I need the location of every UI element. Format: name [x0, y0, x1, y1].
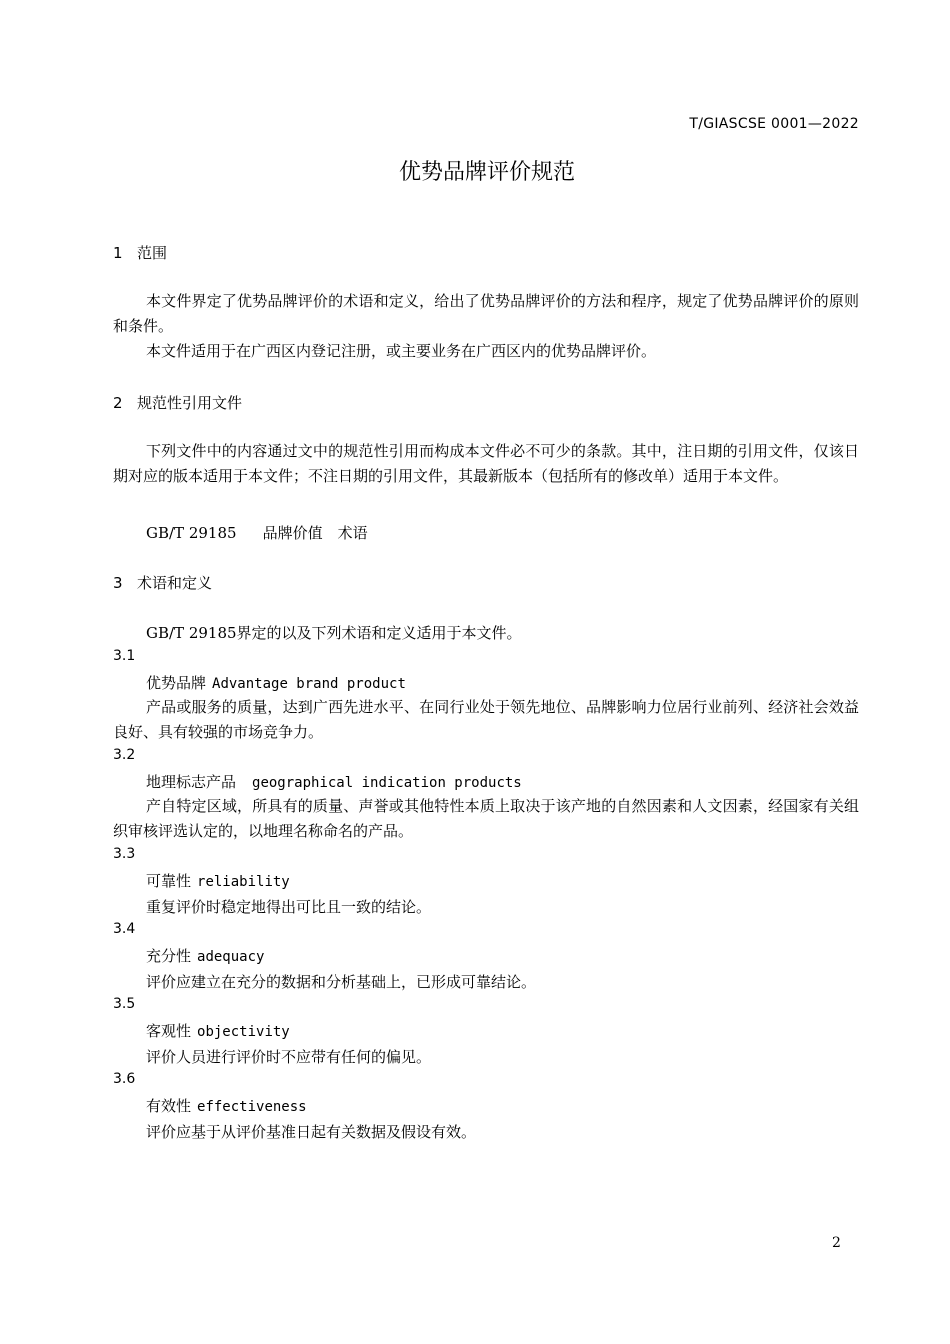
- term-cn: 地理标志产品: [146, 773, 237, 791]
- term-entry: [146, 1020, 290, 1041]
- term-cn: 客观性: [146, 1022, 192, 1040]
- reference-code: GB/T 29185: [146, 524, 237, 542]
- section-title: 范围: [137, 244, 168, 262]
- term-entry: [146, 1095, 307, 1116]
- clause-number: 3.3: [113, 846, 136, 862]
- page-title: 优势品牌评价规范: [398, 160, 575, 185]
- term-cn: 充分性: [146, 947, 192, 965]
- clause-number: 3.1: [113, 648, 136, 664]
- term-en: reliability: [197, 874, 290, 890]
- term-en: adequacy: [197, 949, 265, 965]
- clause-number: 3.4: [113, 921, 136, 937]
- section-heading-normative-references: [113, 392, 242, 413]
- term-en: objectivity: [197, 1024, 290, 1040]
- term-cn: 可靠性: [146, 872, 192, 890]
- term-en: effectiveness: [197, 1099, 307, 1115]
- term-definition: 产品或服务的质量，达到广西先进水平、在同行业处于领先地位、品牌影响力位居行业前列、经济社会效益良好、具有较强的市场竞争力。: [113, 698, 859, 741]
- term-cn: 优势品牌: [146, 674, 207, 692]
- term-en: Advantage brand product: [212, 676, 406, 692]
- paragraph: 下列文件中的内容通过文中的规范性引用而构成本文件必不可少的条款。其中，注日期的引用文件，仅该日期对应的版本适用于本文件；不注日期的引用文件，其最新版本（包括所有的修改单）适用于本文件。: [113, 442, 859, 485]
- clause-number: 3.5: [113, 996, 136, 1012]
- term-definition: 评价人员进行评价时不应带有任何的偏见。: [146, 1048, 432, 1066]
- section-title: 术语和定义: [137, 574, 213, 592]
- term-entry: [146, 672, 406, 693]
- section-title: 规范性引用文件: [137, 394, 243, 412]
- section-number: 2: [113, 394, 123, 412]
- term-definition: 产自特定区域，所具有的质量、声誉或其他特性本质上取决于该产地的自然因素和人文因素，经国家有关组织审核评选认定的，以地理名称命名的产品。: [113, 797, 859, 840]
- page-number: 2: [832, 1235, 841, 1251]
- term-entry: [146, 945, 264, 966]
- reference-name: 品牌价值 术语: [262, 524, 368, 542]
- paragraph: 本文件界定了优势品牌评价的术语和定义，给出了优势品牌评价的方法和程序，规定了优势品牌评价的原则和条件。: [113, 292, 859, 335]
- paragraph: GB/T 29185界定的以及下列术语和定义适用于本文件。: [146, 624, 522, 642]
- term-entry: [146, 771, 522, 792]
- section-number: 1: [113, 244, 123, 262]
- reference-entry: [146, 522, 368, 543]
- paragraph: 本文件适用于在广西区内登记注册，或主要业务在广西区内的优势品牌评价。: [146, 342, 657, 360]
- document-code: T/GIASCSE 0001—2022: [689, 116, 859, 132]
- term-definition: 重复评价时稳定地得出可比且一致的结论。: [146, 898, 432, 916]
- term-entry: [146, 870, 290, 891]
- term-definition: 评价应基于从评价基准日起有关数据及假设有效。: [146, 1123, 477, 1141]
- section-heading-terms-definitions: [113, 572, 212, 593]
- term-definition: 评价应建立在充分的数据和分析基础上，已形成可靠结论。: [146, 973, 537, 991]
- section-heading-scope: [113, 242, 167, 263]
- section-number: 3: [113, 574, 123, 592]
- term-en: geographical indication products: [252, 775, 522, 791]
- clause-number: 3.6: [113, 1071, 136, 1087]
- clause-number: 3.2: [113, 747, 136, 763]
- term-cn: 有效性: [146, 1097, 192, 1115]
